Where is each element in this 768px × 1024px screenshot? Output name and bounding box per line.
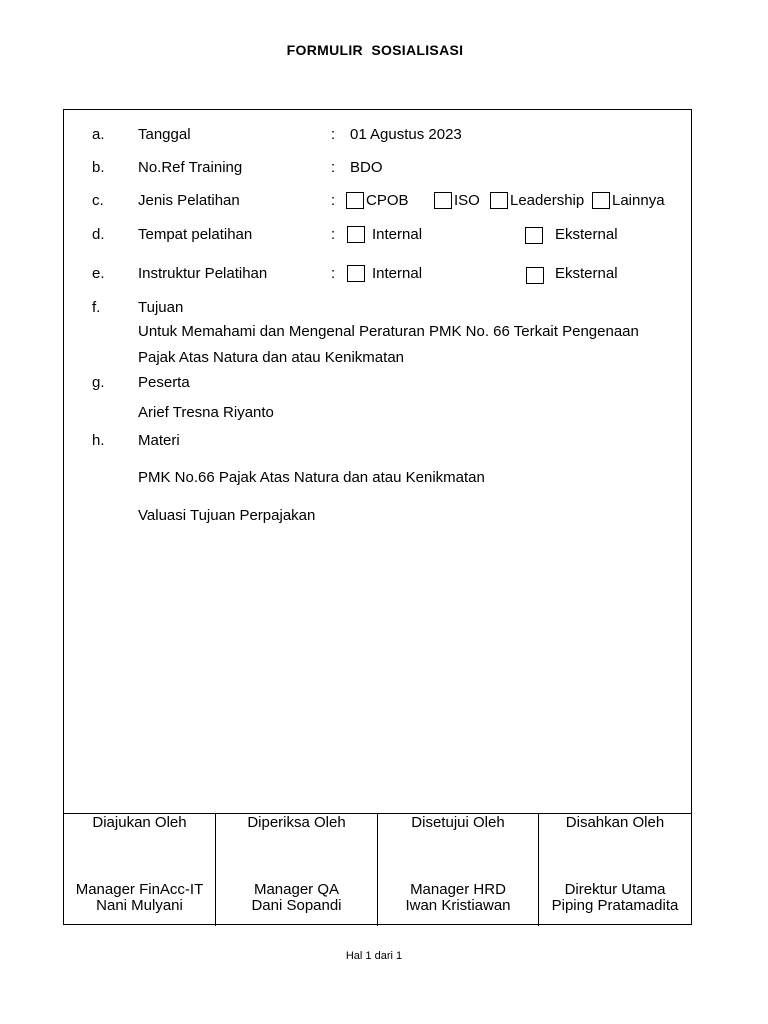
tanggal-label: Tanggal <box>138 126 191 143</box>
signature-heading: Diajukan Oleh <box>92 814 187 831</box>
colon: : <box>331 159 336 176</box>
checkbox-instruktur-internal[interactable] <box>347 265 365 282</box>
no-ref-value: BDO <box>350 159 383 176</box>
page-number-footer: Hal 1 dari 1 <box>345 950 403 962</box>
signature-role: Manager FinAcc-IT <box>75 881 204 898</box>
row-letter: f. <box>92 299 101 316</box>
colon: : <box>331 192 336 209</box>
no-ref-label: No.Ref Training <box>138 159 243 176</box>
signature-cell-diperiksa <box>216 814 378 926</box>
signature-name: Piping Pratamadita <box>551 897 679 914</box>
signature-cell-diajukan <box>64 814 216 926</box>
option-leadership-label: Leadership <box>510 192 585 209</box>
option-eksternal-label: Eksternal <box>555 226 618 243</box>
signature-table <box>64 813 691 926</box>
signature-heading: Disahkan Oleh <box>565 814 665 831</box>
option-eksternal-label: Eksternal <box>555 265 618 282</box>
checkbox-tempat-internal[interactable] <box>347 226 365 243</box>
instruktur-pelatihan-label: Instruktur Pelatihan <box>138 265 268 282</box>
materi-item: PMK No.66 Pajak Atas Natura dan atau Kenikmatan <box>138 469 485 486</box>
row-letter: h. <box>92 432 105 449</box>
row-letter: b. <box>92 159 105 176</box>
materi-label: Materi <box>138 432 180 449</box>
row-tujuan <box>64 299 691 321</box>
row-jenis-pelatihan <box>64 192 691 214</box>
signature-cell-disahkan <box>539 814 691 926</box>
option-iso-label: ISO <box>454 192 480 209</box>
signature-heading: Disetujui Oleh <box>411 814 505 831</box>
row-letter: g. <box>92 374 105 391</box>
tujuan-label: Tujuan <box>138 299 184 316</box>
checkbox-cpob[interactable] <box>346 192 364 209</box>
option-cpob-label: CPOB <box>366 192 409 209</box>
option-internal-label: Internal <box>372 226 423 243</box>
row-letter: d. <box>92 226 105 243</box>
materi-item: Valuasi Tujuan Perpajakan <box>138 507 316 524</box>
colon: : <box>331 226 336 243</box>
signature-name: Iwan Kristiawan <box>405 897 511 914</box>
checkbox-iso[interactable] <box>434 192 452 209</box>
row-tempat-pelatihan <box>64 226 691 248</box>
signature-role: Manager HRD <box>410 881 506 898</box>
signature-heading: Diperiksa Oleh <box>247 814 346 831</box>
signature-name: Dani Sopandi <box>251 897 342 914</box>
form-box <box>63 109 692 925</box>
checkbox-tempat-eksternal[interactable] <box>525 227 543 244</box>
checkbox-instruktur-eksternal[interactable] <box>526 267 544 284</box>
row-peserta <box>64 374 691 396</box>
checkbox-leadership[interactable] <box>490 192 508 209</box>
document-title: FORMULIR SOSIALISASI <box>286 42 464 58</box>
checkbox-lainnya[interactable] <box>592 192 610 209</box>
signature-role: Direktur Utama <box>564 881 666 898</box>
signature-cell-disetujui <box>378 814 539 926</box>
row-letter: a. <box>92 126 105 143</box>
row-no-ref <box>64 159 691 181</box>
signature-role: Manager QA <box>253 881 340 898</box>
signature-name: Nani Mulyani <box>96 897 183 914</box>
jenis-pelatihan-label: Jenis Pelatihan <box>138 192 240 209</box>
row-instruktur-pelatihan <box>64 265 691 287</box>
row-tanggal <box>64 126 691 148</box>
tujuan-text-line: Pajak Atas Natura dan atau Kenikmatan <box>138 349 405 366</box>
row-letter: c. <box>92 192 104 209</box>
tempat-pelatihan-label: Tempat pelatihan <box>138 226 253 243</box>
colon: : <box>331 126 336 143</box>
row-letter: e. <box>92 265 105 282</box>
peserta-value: Arief Tresna Riyanto <box>138 404 274 421</box>
option-internal-label: Internal <box>372 265 423 282</box>
peserta-label: Peserta <box>138 374 190 391</box>
tujuan-text-line: Untuk Memahami dan Mengenal Peraturan PMK No. 66 Terkait Pengenaan <box>138 323 639 340</box>
colon: : <box>331 265 336 282</box>
row-materi <box>64 432 691 454</box>
tanggal-value: 01 Agustus 2023 <box>350 126 462 143</box>
option-lainnya-label: Lainnya <box>612 192 665 209</box>
